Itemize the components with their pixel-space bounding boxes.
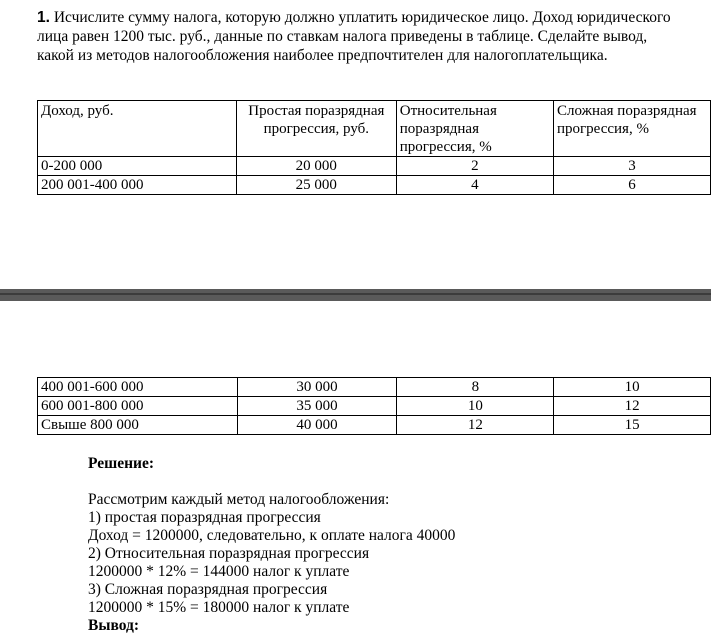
table-cell: 10 — [397, 397, 554, 416]
table-cell: 4 — [396, 176, 553, 195]
solution-section — [88, 455, 688, 635]
header-income: Доход, руб. — [38, 101, 237, 157]
header-complex-progression: Сложная поразрядная прогрессия, % — [553, 101, 710, 157]
conclusion-heading: Вывод: — [88, 617, 140, 634]
solution-line: 1200000 * 12% = 144000 налог к уплате — [88, 563, 350, 580]
table-cell: 25 000 — [236, 176, 396, 195]
table-cell: 8 — [397, 378, 554, 397]
table-cell: 15 — [554, 416, 711, 435]
page-break-divider — [0, 289, 711, 301]
table-cell: 12 — [554, 397, 711, 416]
problem-statement — [37, 8, 687, 65]
table-row — [38, 416, 711, 435]
solution-line: Доход = 1200000, следовательно, к оплате налога 40000 — [88, 527, 456, 544]
table-cell: 3 — [553, 157, 710, 176]
table-row — [38, 176, 711, 195]
table-cell: 6 — [553, 176, 710, 195]
solution-heading: Решение: — [88, 455, 155, 472]
table-cell: 10 — [554, 378, 711, 397]
solution-line: 3) Сложная поразрядная прогрессия — [88, 581, 328, 598]
tax-rate-table-part1 — [37, 100, 711, 195]
table-cell: 40 000 — [237, 416, 397, 435]
table-cell: 0-200 000 — [38, 157, 237, 176]
table-cell: 30 000 — [237, 378, 397, 397]
table-cell: Свыше 800 000 — [38, 416, 238, 435]
problem-text: Исчислите сумму налога, которую должно уплатить юридическое лицо. Доход юридического лица равен 1200 тыс. руб., данные по ставкам налога приведены в таблице. Сделайте вывод, какой из методов налогообложения наиболее предпочтителен для налогоплательщика. — [37, 9, 671, 64]
table-cell: 400 001-600 000 — [38, 378, 238, 397]
header-simple-progression: Простая поразрядная прогрессия, руб. — [236, 101, 396, 157]
tax-rate-table-part2 — [37, 377, 711, 435]
table-cell: 20 000 — [236, 157, 396, 176]
table-header-row — [38, 101, 711, 157]
table-cell: 600 001-800 000 — [38, 397, 238, 416]
header-relative-progression: Относительная поразрядная прогрессия, % — [396, 101, 553, 157]
table-row — [38, 397, 711, 416]
table-cell: 35 000 — [237, 397, 397, 416]
solution-line: Рассмотрим каждый метод налогообложения: — [88, 491, 390, 508]
table-row — [38, 378, 711, 397]
page-break-line — [0, 293, 711, 295]
table-cell: 200 001-400 000 — [38, 176, 237, 195]
table-row — [38, 157, 711, 176]
solution-line: 1) простая поразрядная прогрессия — [88, 509, 321, 526]
solution-line: 2) Относительная поразрядная прогрессия — [88, 545, 370, 562]
problem-number: 1. — [37, 9, 50, 26]
table-cell: 2 — [396, 157, 553, 176]
spacer — [88, 473, 688, 491]
solution-line: 1200000 * 15% = 180000 налог к уплате — [88, 599, 350, 616]
table-cell: 12 — [397, 416, 554, 435]
